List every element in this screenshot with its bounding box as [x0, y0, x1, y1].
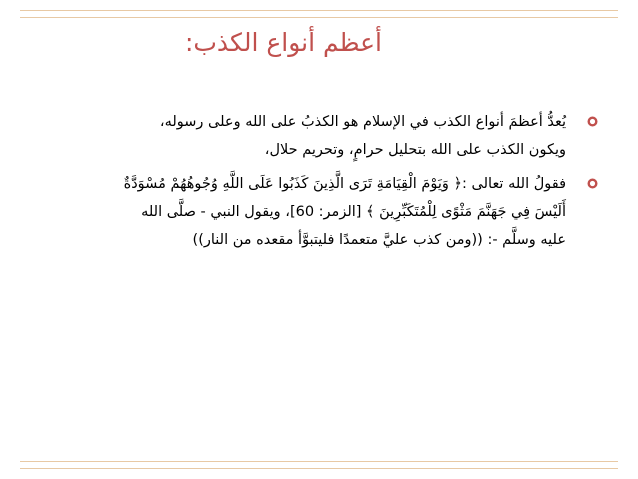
bullet-item	[40, 108, 600, 164]
bullet-text-line: ويكون الكذب على الله بتحليل حرامٍ، وتحريم حلال،	[264, 142, 566, 158]
bullet-text-line: فقولُ الله تعالى :﴿ وَيَوْمَ الْقِيَامَةِ تَرَى الَّذِينَ كَذَبُوا عَلَى اللَّهِ وُجُوهُهُمْ مُسْوَدَّةٌ	[123, 176, 566, 192]
bottom-border	[20, 461, 618, 469]
top-border	[20, 10, 618, 18]
bullet-text-line: أَلَيْسَ فِي جَهَنَّمَ مَثْوًى لِلْمُتَكَبِّرِينَ ﴾ [الزمر: 60]، ويقول النبي - صلَّى الله	[141, 204, 566, 220]
hollow-circle-bullet-icon	[587, 116, 598, 127]
slide-content	[40, 108, 600, 260]
bullet-text-line: عليه وسلَّم -: ((ومن كذب عليَّ متعمدًا فليتبوَّأ مقعده من النار))	[192, 232, 566, 248]
bullet-text-line: يُعدُّ أعظمَ أنواع الكذب في الإسلام هو الكذبُ على الله وعلى رسوله،	[159, 114, 566, 130]
slide-title: أعظم أنواع الكذب:	[184, 28, 382, 57]
bullet-item	[40, 170, 600, 254]
hollow-circle-bullet-icon	[587, 178, 598, 189]
